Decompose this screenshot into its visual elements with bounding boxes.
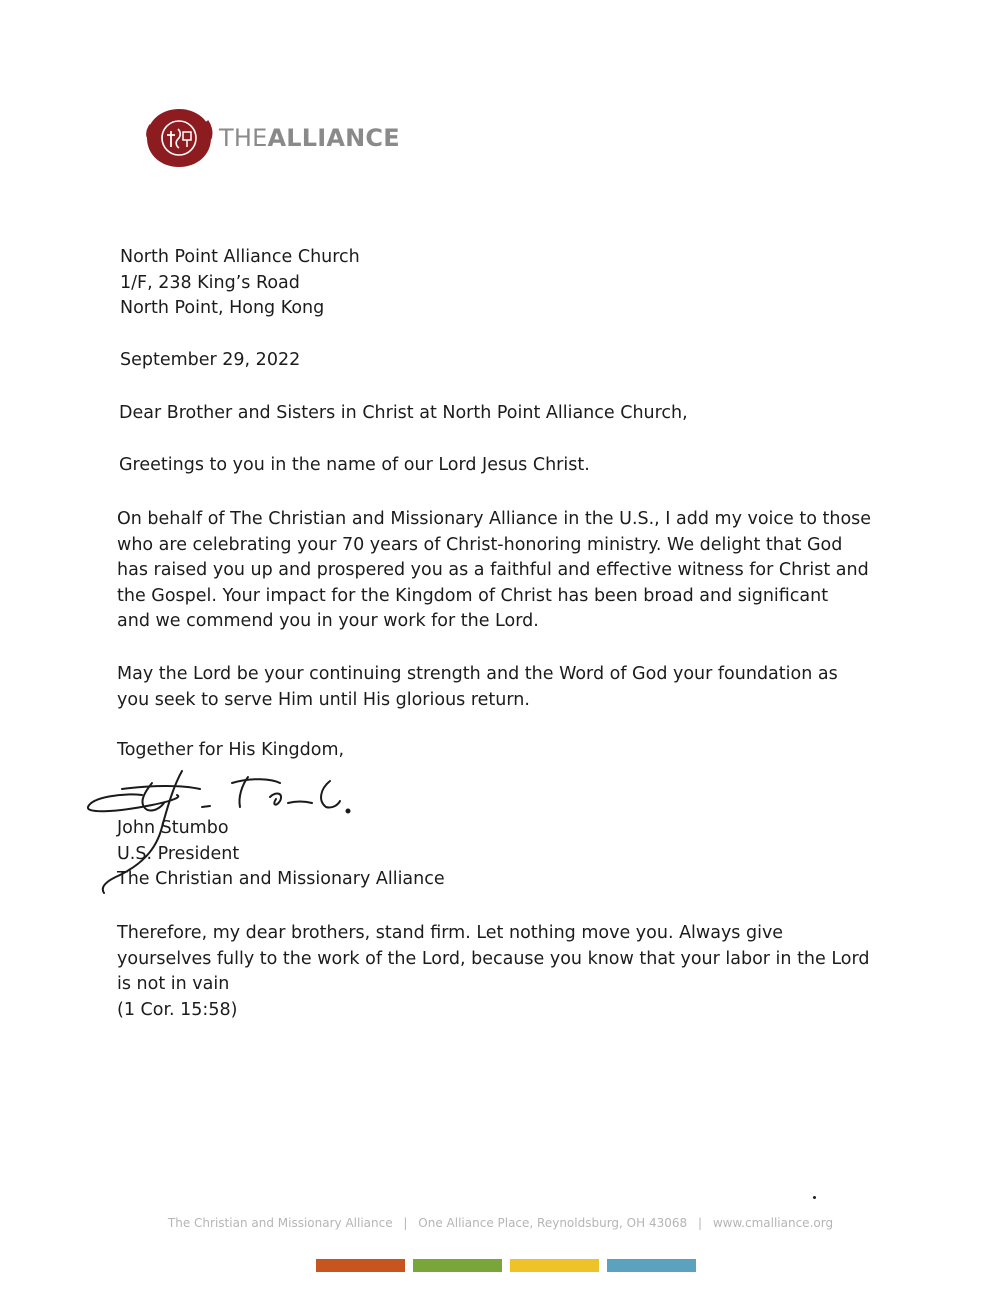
paragraph-line: has raised you up and prospered you as a faithful and effective witness for Christ and <box>117 560 869 580</box>
signer-title: U.S. President <box>117 843 240 864</box>
verse-line: yourselves fully to the work of the Lord, because you know that your labor in the Lord <box>117 948 870 969</box>
footer-address: One Alliance Place, Reynoldsburg, OH 43068 <box>418 1216 688 1230</box>
alliance-logo <box>145 108 400 168</box>
greeting <box>119 453 899 479</box>
salutation <box>119 401 899 427</box>
color-bar-orange <box>316 1259 405 1272</box>
address-line: 1/F, 238 King’s Road <box>120 272 300 293</box>
verse-line: is not in vain <box>117 974 230 994</box>
letter-date <box>120 348 900 374</box>
color-bar-yellow <box>510 1259 599 1272</box>
address-line: North Point Alliance Church <box>120 247 360 267</box>
letterhead-footer <box>0 1216 1001 1230</box>
footer-organization: The Christian and Missionary Alliance <box>167 1216 393 1230</box>
paragraph-line: On behalf of The Christian and Missionary Alliance in the U.S., I add my voice to those <box>117 509 872 529</box>
stray-mark <box>813 1196 816 1199</box>
footer-website: www.cmalliance.org <box>712 1216 834 1230</box>
color-bar-green <box>413 1259 502 1272</box>
paragraph-line: the Gospel. Your impact for the Kingdom of Christ has been broad and significant <box>117 585 829 606</box>
signer-organization: The Christian and Missionary Alliance <box>117 869 445 889</box>
paragraph-line: you seek to serve Him until His glorious return. <box>117 689 530 710</box>
date-text: September 29, 2022 <box>120 350 301 370</box>
address-line: North Point, Hong Kong <box>120 298 325 318</box>
alliance-seal-icon <box>145 107 213 169</box>
verse-line: Therefore, my dear brothers, stand firm. Let nothing move you. Always give <box>117 923 784 943</box>
footer-separator: | <box>403 1216 408 1230</box>
paragraph-line: who are celebrating your 70 years of Christ-honoring ministry. We delight that God <box>117 534 843 555</box>
scripture-verse <box>117 921 897 1023</box>
paragraph-line: and we commend you in your work for the Lord. <box>117 611 539 631</box>
body-paragraph-1 <box>117 507 897 635</box>
closing-text: Together for His Kingdom, <box>117 740 345 760</box>
alliance-wordmark: THEALLIANCE <box>219 124 400 152</box>
color-bar-blue <box>607 1259 696 1272</box>
body-paragraph-2 <box>117 662 897 713</box>
verse-reference: (1 Cor. 15:58) <box>117 999 238 1020</box>
recipient-address <box>120 245 900 322</box>
handwritten-signature <box>82 755 372 905</box>
greeting-text: Greetings to you in the name of our Lord Jesus Christ. <box>119 455 590 475</box>
footer-separator: | <box>697 1216 702 1230</box>
paragraph-line: May the Lord be your continuing strength and the Word of God your foundation as <box>117 664 838 684</box>
signer-name: John Stumbo <box>117 818 229 838</box>
salutation-text: Dear Brother and Sisters in Christ at North Point Alliance Church, <box>119 403 688 423</box>
